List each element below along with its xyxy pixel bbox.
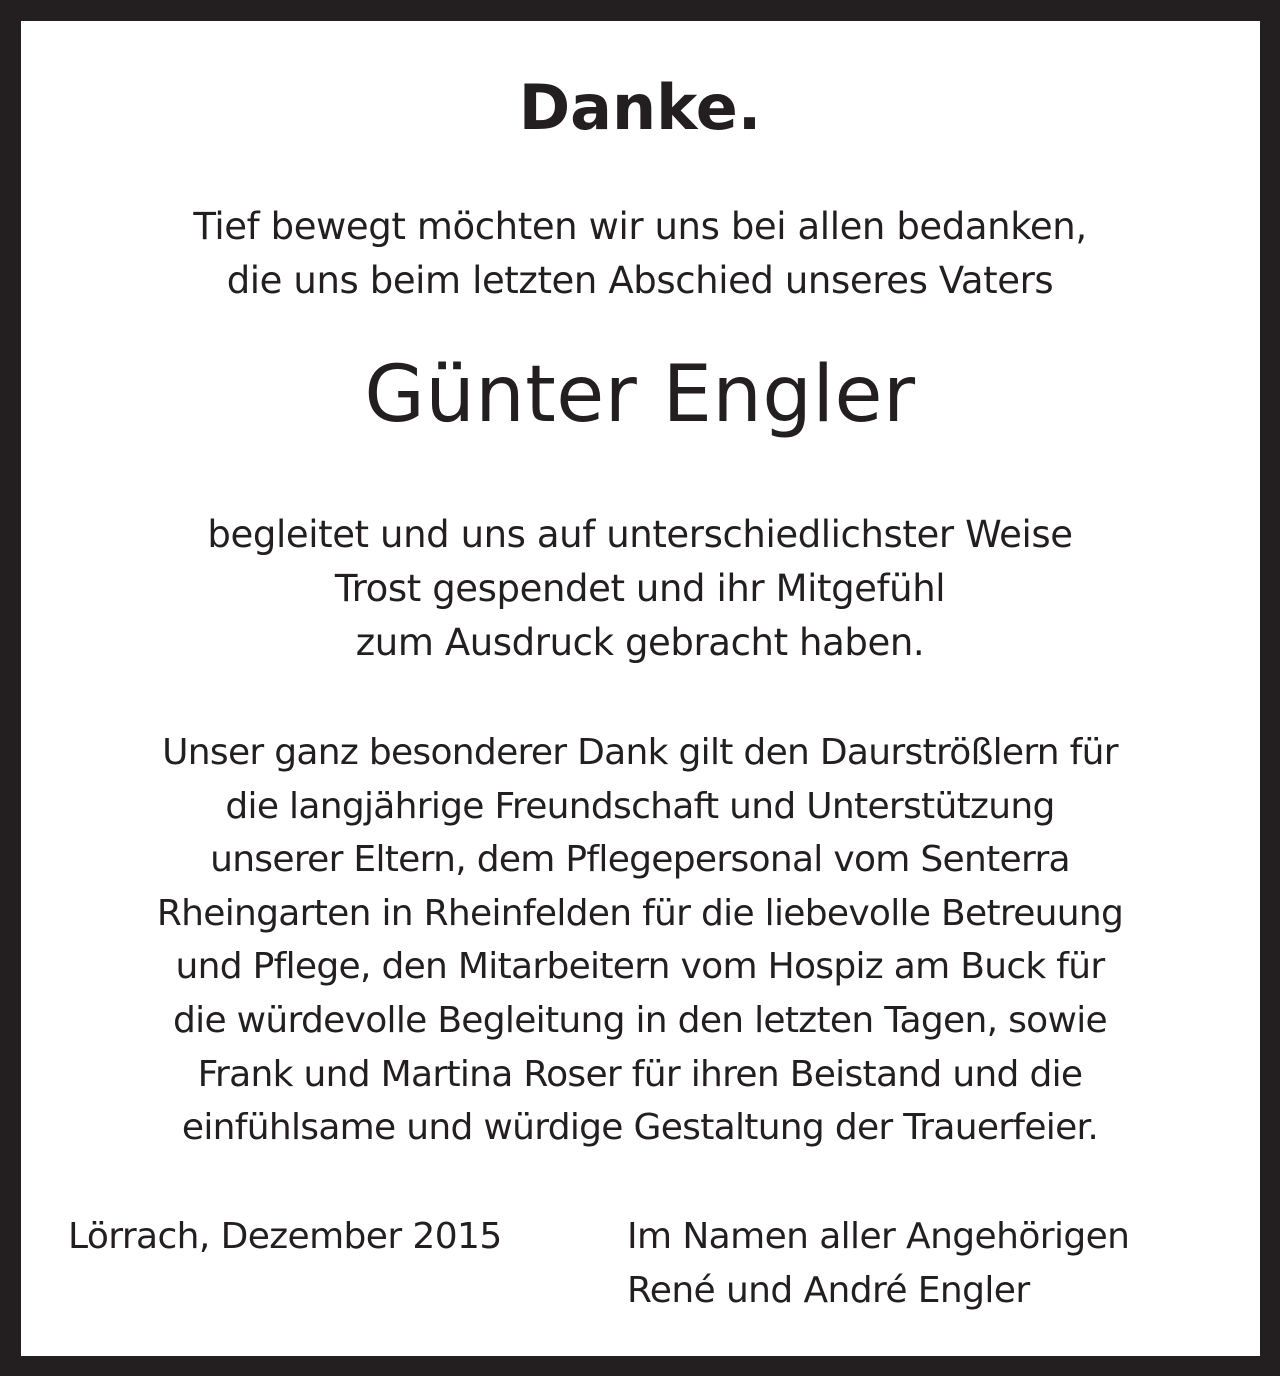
thanks-line: Unser ganz besonderer Dank gilt den Daurströßlern für [162, 732, 1118, 773]
intro-line: die uns beim letzten Abschied unseres Vaters [226, 259, 1054, 302]
notice-title: Danke. [518, 71, 762, 144]
place-date: Lörrach, Dezember 2015 [68, 1216, 502, 1257]
thanks-line: und Pflege, den Mitarbeitern vom Hospiz am Buck für [175, 946, 1105, 988]
thanks-line: einfühlsame und würdige Gestaltung der Trauerfeier. [181, 1107, 1099, 1149]
intro-line: Tief bewegt möchten wir uns bei allen bedanken, [193, 205, 1087, 248]
thanks-line: unserer Eltern, dem Pflegepersonal vom Senterra [210, 839, 1070, 881]
signature-block [627, 1210, 1129, 1318]
thanks-line: die langjährige Freundschaft und Unterstützung [225, 785, 1055, 827]
thanks-paragraph [0, 726, 1280, 1155]
thanks-line: die würdevolle Begleitung in den letzten Tagen, sowie [173, 999, 1107, 1041]
middle-line: Trost gespendet und ihr Mitgefühl [334, 567, 946, 610]
intro-text [0, 200, 1280, 308]
middle-line: zum Ausdruck gebracht haben. [355, 621, 925, 664]
middle-line: begleitet und uns auf unterschiedlichster Weise [207, 513, 1073, 556]
deceased-name: Günter Engler [364, 350, 916, 440]
thanks-line: Rheingarten in Rheinfelden für die liebevolle Betreuung [156, 892, 1124, 934]
signature-line: René und André Engler [627, 1270, 1030, 1311]
signature-line: Im Namen aller Angehörigen [627, 1216, 1130, 1257]
thanks-line: Frank und Martina Roser für ihren Beistand und die [197, 1053, 1083, 1095]
middle-text [0, 508, 1280, 670]
